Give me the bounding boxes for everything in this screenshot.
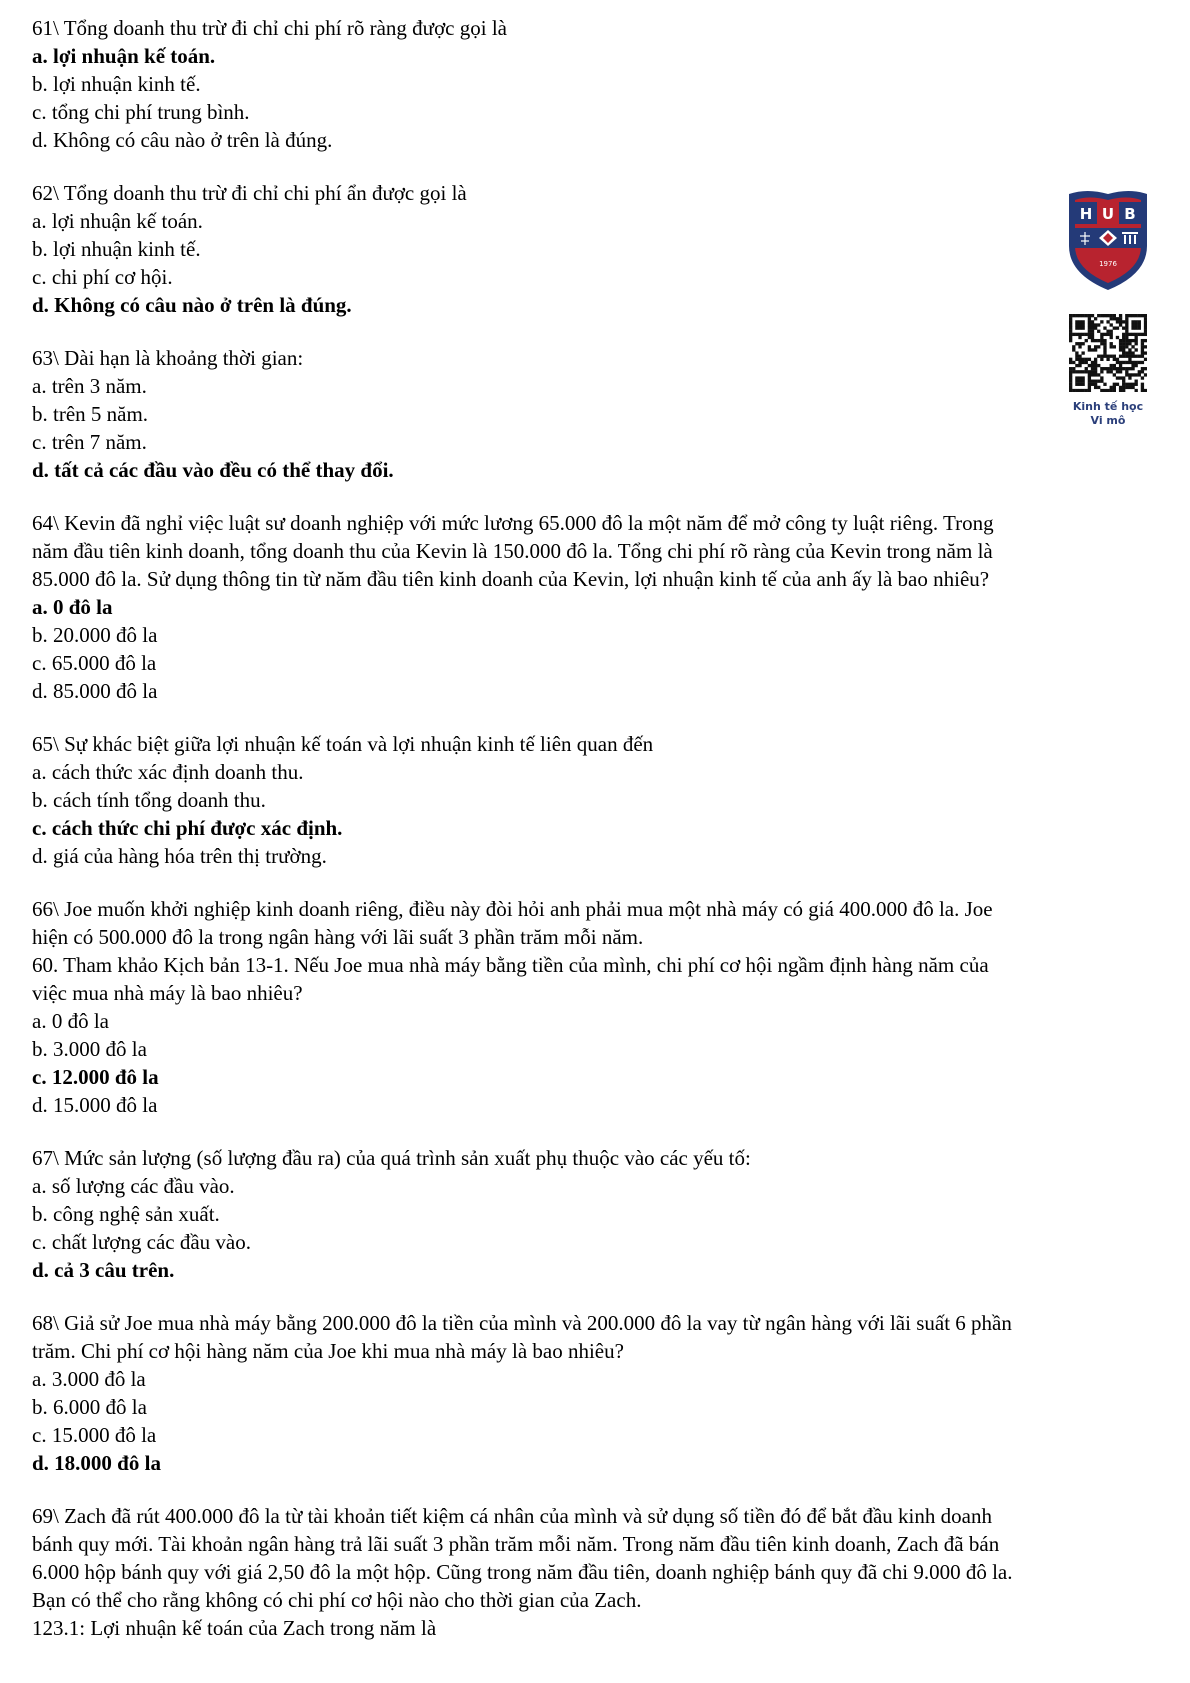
question-block	[32, 179, 1172, 319]
question-stem-line: năm đầu tiên kinh doanh, tổng doanh thu của Kevin là 150.000 đô la. Tổng chi phí rõ ràng của Kevin trong năm là	[32, 539, 993, 563]
answer-option: b. 3.000 đô la	[32, 1037, 147, 1061]
columns-icon	[1122, 232, 1138, 244]
logo-letter-h: H	[1079, 205, 1093, 223]
answer-option: c. 65.000 đô la	[32, 651, 157, 675]
question-block	[32, 509, 1172, 705]
answer-option: b. cách tính tổng doanh thu.	[32, 788, 266, 812]
question-stem-line: 62\ Tổng doanh thu trừ đi chỉ chi phí ẩn được gọi là	[32, 181, 467, 205]
answer-option: c. tổng chi phí trung bình.	[32, 100, 250, 124]
answer-option: d. giá của hàng hóa trên thị trường.	[32, 844, 327, 868]
question-stem-line: 69\ Zach đã rút 400.000 đô la từ tài khoản tiết kiệm cá nhân của mình và sử dụng số tiền đó để bắt đầu kinh doanh	[32, 1504, 992, 1528]
question-block	[32, 895, 1172, 1119]
answer-option: a. trên 3 năm.	[32, 374, 147, 398]
answer-option-correct: d. tất cả các đầu vào đều có thể thay đổi.	[32, 458, 394, 482]
answer-option-correct: d. 18.000 đô la	[32, 1451, 161, 1475]
answer-option: c. chất lượng các đầu vào.	[32, 1230, 251, 1254]
answer-option: a. 0 đô la	[32, 1009, 109, 1033]
hub-shield-logo	[1065, 188, 1151, 292]
logo-year: 1976	[1099, 260, 1117, 268]
question-stem-line: 67\ Mức sản lượng (số lượng đầu ra) của quá trình sản xuất phụ thuộc vào các yếu tố:	[32, 1146, 751, 1170]
answer-option-correct: a. 0 đô la	[32, 595, 113, 619]
logo-caption-line1: Kinh tế học	[1072, 400, 1144, 413]
answer-option: b. công nghệ sản xuất.	[32, 1202, 220, 1226]
answer-option: d. Không có câu nào ở trên là đúng.	[32, 128, 333, 152]
document-body	[32, 14, 1172, 1667]
question-block	[32, 1144, 1172, 1284]
logo-letter-u: U	[1101, 205, 1115, 223]
qr-code-icon	[1069, 314, 1147, 392]
question-block	[32, 1502, 1172, 1642]
question-block	[32, 1309, 1172, 1477]
question-block	[32, 14, 1172, 154]
question-stem-line: 6.000 hộp bánh quy với giá 2,50 đô la một hộp. Cũng trong năm đầu tiên, doanh nghiệp bánh quy đã chi 9.000 đô la.	[32, 1560, 1013, 1584]
answer-option-correct: d. Không có câu nào ở trên là đúng.	[32, 293, 352, 317]
logo-block	[1058, 188, 1158, 428]
answer-option: a. 3.000 đô la	[32, 1367, 146, 1391]
question-stem-line: bánh quy mới. Tài khoản ngân hàng trả lãi suất 3 phần trăm mỗi năm. Trong năm đầu tiên kinh doanh, Zach đã bán	[32, 1532, 1000, 1556]
answer-option-correct: d. cả 3 câu trên.	[32, 1258, 175, 1282]
answer-option: b. 6.000 đô la	[32, 1395, 147, 1419]
question-stem-line: 68\ Giả sử Joe mua nhà máy bằng 200.000 đô la tiền của mình và 200.000 đô la vay từ ngân hàng với lãi suất 6 phần	[32, 1311, 1012, 1335]
question-stem-line: 63\ Dài hạn là khoảng thời gian:	[32, 346, 304, 370]
question-stem-line: 66\ Joe muốn khởi nghiệp kinh doanh riêng, điều này đòi hỏi anh phải mua một nhà máy có giá 400.000 đô la. Joe	[32, 897, 993, 921]
answer-option: b. lợi nhuận kinh tế.	[32, 237, 201, 261]
question-stem-line: 65\ Sự khác biệt giữa lợi nhuận kế toán và lợi nhuận kinh tế liên quan đến	[32, 732, 654, 756]
question-stem-line: trăm. Chi phí cơ hội hàng năm của Joe khi mua nhà máy là bao nhiêu?	[32, 1339, 624, 1363]
answer-option: d. 85.000 đô la	[32, 679, 158, 703]
answer-option-correct: c. cách thức chi phí được xác định.	[32, 816, 343, 840]
answer-option: c. 15.000 đô la	[32, 1423, 157, 1447]
answer-option: a. cách thức xác định doanh thu.	[32, 760, 304, 784]
question-block	[32, 730, 1172, 870]
logo-letter-b: B	[1124, 205, 1136, 223]
answer-option: b. trên 5 năm.	[32, 402, 149, 426]
answer-option-correct: a. lợi nhuận kế toán.	[32, 44, 216, 68]
answer-option: c. chi phí cơ hội.	[32, 265, 173, 289]
question-stem-line: 64\ Kevin đã nghỉ việc luật sư doanh nghiệp với mức lương 65.000 đô la một năm để mở công ty luật riêng. Trong	[32, 511, 994, 535]
answer-option: d. 15.000 đô la	[32, 1093, 158, 1117]
answer-option: a. lợi nhuận kế toán.	[32, 209, 203, 233]
question-stem-line: 85.000 đô la. Sử dụng thông tin từ năm đầu tiên kinh doanh của Kevin, lợi nhuận kinh tế của anh ấy là bao nhiêu?	[32, 567, 990, 591]
question-stem-line: 60. Tham khảo Kịch bản 13-1. Nếu Joe mua nhà máy bằng tiền của mình, chi phí cơ hội ngầm định hàng năm của	[32, 953, 989, 977]
question-stem-line: việc mua nhà máy là bao nhiêu?	[32, 981, 303, 1005]
logo-caption-line2: Vi mô	[1090, 414, 1126, 427]
answer-option-correct: c. 12.000 đô la	[32, 1065, 159, 1089]
answer-option: a. số lượng các đầu vào.	[32, 1174, 235, 1198]
answer-option: b. 20.000 đô la	[32, 623, 158, 647]
question-stem-line: hiện có 500.000 đô la trong ngân hàng với lãi suất 3 phần trăm mỗi năm.	[32, 925, 644, 949]
question-stem-line: 61\ Tổng doanh thu trừ đi chỉ chi phí rõ ràng được gọi là	[32, 16, 507, 40]
question-stem-line: 123.1: Lợi nhuận kế toán của Zach trong năm là	[32, 1616, 437, 1640]
question-block	[32, 344, 1172, 484]
question-stem-line: Bạn có thể cho rằng không có chi phí cơ hội nào cho thời gian của Zach.	[32, 1588, 642, 1612]
answer-option: c. trên 7 năm.	[32, 430, 147, 454]
answer-option: b. lợi nhuận kinh tế.	[32, 72, 201, 96]
